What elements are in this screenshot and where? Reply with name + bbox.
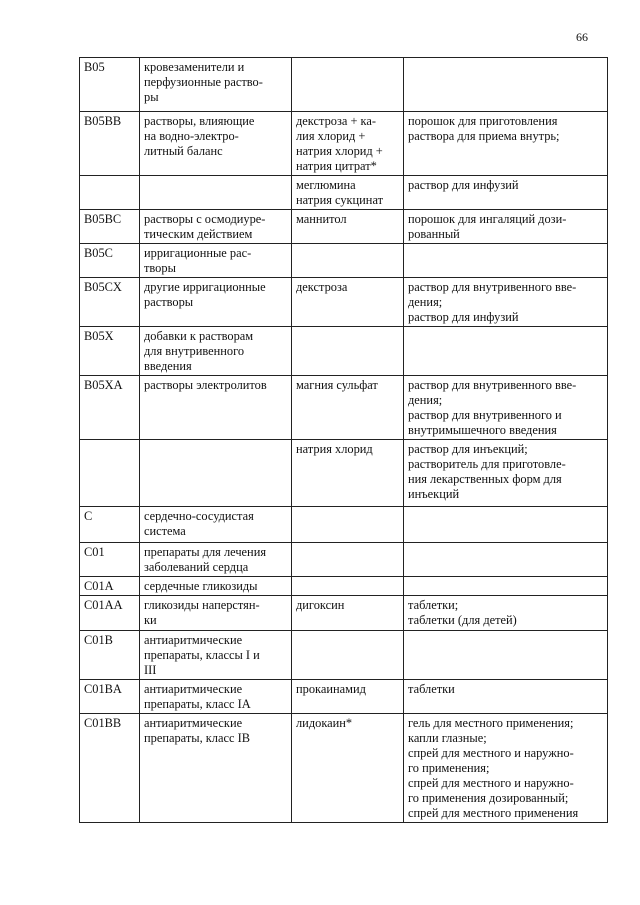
atc-code-cell-text: C01AA bbox=[84, 598, 123, 612]
dosage-form-item: растворитель для приготовле- ния лекарственных форм для инъекций bbox=[408, 457, 566, 501]
dosage-form-cell bbox=[404, 543, 608, 577]
drug-name-cell bbox=[292, 376, 404, 440]
atc-code-cell bbox=[80, 596, 140, 631]
atc-code-cell-text: B05X bbox=[84, 329, 114, 343]
atc-code-cell bbox=[80, 507, 140, 543]
atc-group-cell-text: антиаритмические препараты, класс IA bbox=[144, 682, 251, 711]
drug-name-cell-text: магния сульфат bbox=[296, 378, 378, 392]
drug-name-cell bbox=[292, 278, 404, 327]
drug-name-cell bbox=[292, 577, 404, 596]
atc-group-cell bbox=[140, 507, 292, 543]
drug-name-cell-text: натрия хлорид bbox=[296, 442, 373, 456]
atc-code-cell-text: C01BB bbox=[84, 716, 122, 730]
atc-code-cell bbox=[80, 327, 140, 376]
table-row bbox=[80, 376, 608, 440]
atc-code-cell bbox=[80, 58, 140, 112]
drug-name-cell-text: декстроза bbox=[296, 280, 348, 294]
table-row bbox=[80, 210, 608, 244]
atc-group-cell bbox=[140, 680, 292, 714]
atc-code-cell-text: C01A bbox=[84, 579, 114, 593]
drug-name-cell-text: меглюмина натрия сукцинат bbox=[296, 178, 384, 207]
atc-code-cell bbox=[80, 440, 140, 507]
atc-group-cell-text: растворы, влияющие на водно-электро- литный баланс bbox=[144, 114, 255, 158]
atc-group-cell bbox=[140, 278, 292, 327]
drug-name-cell-text: лидокаин* bbox=[296, 716, 353, 730]
dosage-form-item: капли глазные; bbox=[408, 731, 487, 745]
atc-group-cell-text: добавки к растворам для внутривенного введения bbox=[144, 329, 254, 373]
table-body bbox=[80, 58, 608, 823]
drug-name-cell bbox=[292, 507, 404, 543]
drug-name-cell bbox=[292, 631, 404, 680]
dosage-form-cell bbox=[404, 278, 608, 327]
drug-name-cell bbox=[292, 176, 404, 210]
atc-code-cell bbox=[80, 543, 140, 577]
table-row bbox=[80, 176, 608, 210]
dosage-form-cell bbox=[404, 680, 608, 714]
atc-group-cell-text: другие ирригационные растворы bbox=[144, 280, 266, 309]
atc-group-cell-text: гликозиды наперстян- ки bbox=[144, 598, 260, 627]
atc-code-cell bbox=[80, 112, 140, 176]
atc-code-cell-text: B05BB bbox=[84, 114, 122, 128]
drug-name-cell bbox=[292, 440, 404, 507]
atc-code-cell-text: B05XA bbox=[84, 378, 123, 392]
atc-group-cell-text: растворы электролитов bbox=[144, 378, 267, 392]
atc-group-cell bbox=[140, 577, 292, 596]
atc-group-cell bbox=[140, 631, 292, 680]
drug-name-cell-text: прокаинамид bbox=[296, 682, 366, 696]
atc-group-cell bbox=[140, 176, 292, 210]
atc-group-cell bbox=[140, 244, 292, 278]
table-row bbox=[80, 507, 608, 543]
atc-code-cell bbox=[80, 176, 140, 210]
dosage-form-item: раствор для внутривенного вве- дения; bbox=[408, 280, 577, 309]
table-row bbox=[80, 244, 608, 278]
dosage-form-cell bbox=[404, 596, 608, 631]
dosage-form-item: раствор для внутривенного вве- дения; bbox=[408, 378, 577, 407]
drug-name-cell-text: дигоксин bbox=[296, 598, 345, 612]
dosage-form-item: порошок для ингаляций дози- рованный bbox=[408, 212, 567, 241]
table-row bbox=[80, 278, 608, 327]
table-row bbox=[80, 440, 608, 507]
atc-group-cell-text: ирригационные рас- творы bbox=[144, 246, 252, 275]
dosage-form-item: спрей для местного и наружно- го применения дозированный; bbox=[408, 776, 574, 805]
atc-code-cell bbox=[80, 376, 140, 440]
dosage-form-item: таблетки (для детей) bbox=[408, 613, 517, 627]
atc-code-cell bbox=[80, 631, 140, 680]
drug-name-cell bbox=[292, 596, 404, 631]
table-row bbox=[80, 631, 608, 680]
drug-name-cell bbox=[292, 543, 404, 577]
dosage-form-item: таблетки bbox=[408, 682, 455, 696]
dosage-form-cell bbox=[404, 112, 608, 176]
dosage-form-cell bbox=[404, 176, 608, 210]
dosage-form-cell bbox=[404, 714, 608, 823]
drug-table bbox=[79, 57, 608, 823]
table-row bbox=[80, 596, 608, 631]
atc-group-cell-text: сердечные гликозиды bbox=[144, 579, 258, 593]
table-row bbox=[80, 58, 608, 112]
dosage-form-cell bbox=[404, 631, 608, 680]
drug-name-cell bbox=[292, 210, 404, 244]
atc-code-cell-text: C bbox=[84, 509, 93, 523]
atc-group-cell bbox=[140, 714, 292, 823]
drug-name-cell bbox=[292, 58, 404, 112]
table-row bbox=[80, 543, 608, 577]
atc-group-cell-text: растворы с осмодиуре- тическим действием bbox=[144, 212, 266, 241]
atc-group-cell-text: препараты для лечения заболеваний сердца bbox=[144, 545, 267, 574]
table-row bbox=[80, 680, 608, 714]
dosage-form-cell bbox=[404, 210, 608, 244]
drug-name-cell bbox=[292, 112, 404, 176]
drug-name-cell bbox=[292, 680, 404, 714]
atc-group-cell bbox=[140, 376, 292, 440]
atc-code-cell bbox=[80, 680, 140, 714]
atc-group-cell bbox=[140, 440, 292, 507]
atc-group-cell-text: сердечно-сосудистая система bbox=[144, 509, 254, 538]
atc-group-cell bbox=[140, 112, 292, 176]
table-row bbox=[80, 577, 608, 596]
dosage-form-cell bbox=[404, 440, 608, 507]
atc-code-cell-text: B05 bbox=[84, 60, 105, 74]
dosage-form-item: таблетки; bbox=[408, 598, 459, 612]
table-row bbox=[80, 327, 608, 376]
drug-name-cell bbox=[292, 327, 404, 376]
atc-group-cell bbox=[140, 596, 292, 631]
atc-code-cell-text: B05BC bbox=[84, 212, 122, 226]
table-row bbox=[80, 714, 608, 823]
dosage-form-cell bbox=[404, 376, 608, 440]
atc-group-cell bbox=[140, 58, 292, 112]
atc-code-cell-text: C01BA bbox=[84, 682, 122, 696]
atc-code-cell bbox=[80, 210, 140, 244]
atc-group-cell-text: антиаритмические препараты, класс IB bbox=[144, 716, 250, 745]
atc-code-cell bbox=[80, 278, 140, 327]
drug-name-cell bbox=[292, 714, 404, 823]
atc-code-cell-text: B05C bbox=[84, 246, 113, 260]
dosage-form-item: порошок для приготовления раствора для приема внутрь; bbox=[408, 114, 560, 143]
dosage-form-cell bbox=[404, 507, 608, 543]
dosage-form-item: раствор для инъекций; bbox=[408, 442, 528, 456]
atc-group-cell-text: кровезаменители и перфузионные раство- ры bbox=[144, 60, 263, 104]
dosage-form-cell bbox=[404, 577, 608, 596]
drug-name-cell bbox=[292, 244, 404, 278]
atc-code-cell-text: B05CX bbox=[84, 280, 122, 294]
dosage-form-item: спрей для местного и наружно- го применения; bbox=[408, 746, 574, 775]
dosage-form-item: спрей для местного применения bbox=[408, 806, 579, 820]
dosage-form-item: гель для местного применения; bbox=[408, 716, 574, 730]
atc-code-cell bbox=[80, 714, 140, 823]
page-number: 66 bbox=[576, 30, 588, 44]
atc-code-cell bbox=[80, 577, 140, 596]
dosage-form-cell bbox=[404, 58, 608, 112]
atc-code-cell-text: C01B bbox=[84, 633, 113, 647]
dosage-form-item: раствор для инфузий bbox=[408, 178, 519, 192]
dosage-form-cell bbox=[404, 244, 608, 278]
atc-code-cell bbox=[80, 244, 140, 278]
dosage-form-item: раствор для внутривенного и внутримышечного введения bbox=[408, 408, 562, 437]
table-row bbox=[80, 112, 608, 176]
atc-group-cell-text: антиаритмические препараты, классы I и III bbox=[144, 633, 260, 677]
atc-group-cell bbox=[140, 210, 292, 244]
atc-group-cell bbox=[140, 327, 292, 376]
atc-group-cell bbox=[140, 543, 292, 577]
drug-name-cell-text: маннитол bbox=[296, 212, 347, 226]
drug-name-cell-text: декстроза + ка- лия хлорид + натрия хлорид + натрия цитрат* bbox=[296, 114, 383, 173]
atc-code-cell-text: C01 bbox=[84, 545, 105, 559]
dosage-form-item: раствор для инфузий bbox=[408, 310, 519, 324]
dosage-form-cell bbox=[404, 327, 608, 376]
